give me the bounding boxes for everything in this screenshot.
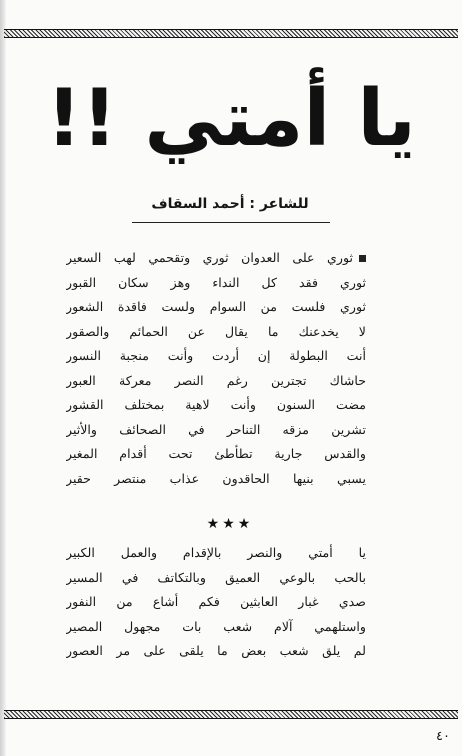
top-decorative-border	[4, 29, 458, 38]
verse-line: صدي غبار العابثين فكم أشاع من النفور	[66, 594, 366, 609]
bullet-square-icon	[359, 255, 366, 262]
verse-line: ثوري فقد كل النداء وهز سكان القبور	[66, 274, 366, 290]
poem-author: للشاعر : أحمد السقاف	[151, 196, 309, 212]
stanza-separator: ★★★	[206, 516, 254, 532]
stanza-1	[66, 246, 366, 491]
verse-line: يسبي بنيها الحاقدون عذاب منتصر حقير	[66, 470, 366, 486]
verse-line: ثوري على العدوان ثوري وتقحمي لهب السعير	[66, 246, 366, 271]
verse-line: بالحب بالوعي العميق وبالتكاتف في المسير	[66, 569, 366, 585]
verse-line: مضت السنون وأنت لاهية بمختلف القشور	[66, 397, 366, 412]
verse-line: ثوري فلست من السوام ولست فاقدة الشعور	[66, 299, 366, 314]
poem-title: يا أمتي !!	[46, 74, 416, 164]
verse-line: والقدس جارية تطأطئ تحت أقدام المغير	[66, 446, 366, 461]
verse-line: لا يخدعنك ما يقال عن الحمائم والصقور	[66, 323, 366, 339]
verse-line: أنت البطولة إن أردت وأنت منجبة النسور	[66, 348, 366, 363]
author-underline	[132, 222, 330, 223]
verse-line: لم يلق شعب بعض ما يلقى على مر العصور	[66, 643, 366, 658]
bottom-decorative-border	[4, 710, 458, 719]
verse-line: تشرين مزقه التناحر في الصحائف والأثير	[66, 421, 366, 437]
verse-line: يا أمتي والنصر بالإقدام والعمل الكبير	[66, 545, 366, 560]
verse-line: واستلهمي آلام شعب بات مجهول المصير	[66, 618, 366, 634]
verse-line: حاشاك تجترين رغم النصر معركة العبور	[66, 372, 366, 388]
stanza-2	[66, 541, 366, 664]
page-number: ٤٠	[436, 729, 450, 744]
